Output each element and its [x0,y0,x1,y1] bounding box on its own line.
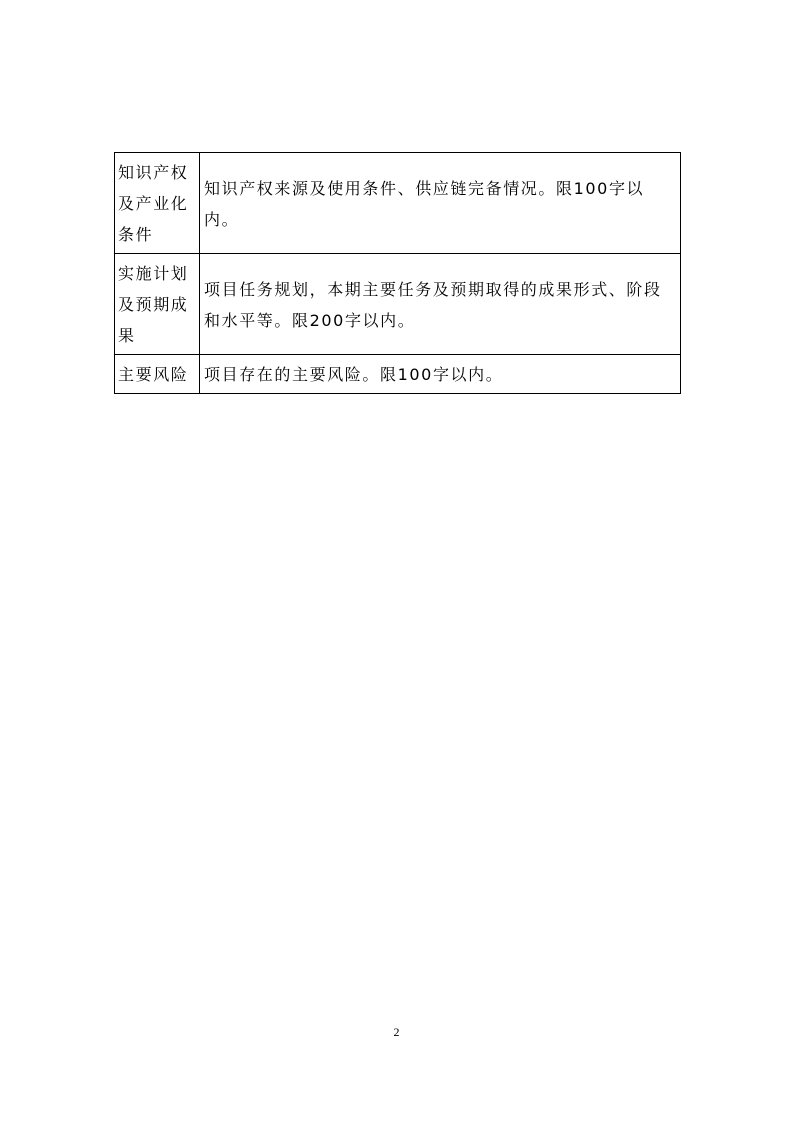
page-number: 2 [393,1025,400,1039]
table-row-ip-conditions [115,153,681,254]
row-label-implementation-plan: 实施计划及预期成果 [115,254,200,355]
row-label-ip-conditions: 知识产权及产业化条件 [115,153,200,254]
project-info-table [114,152,681,394]
row-content-implementation-plan: 项目任务规划，本期主要任务及预期取得的成果形式、阶段和水平等。限200字以内。 [200,254,681,355]
row-content-ip-conditions: 知识产权来源及使用条件、供应链完备情况。限100字以内。 [200,153,681,254]
row-label-main-risks: 主要风险 [115,355,200,394]
table-row-main-risks [115,355,681,394]
row-content-main-risks: 项目存在的主要风险。限100字以内。 [200,355,681,394]
table-row-implementation-plan [115,254,681,355]
